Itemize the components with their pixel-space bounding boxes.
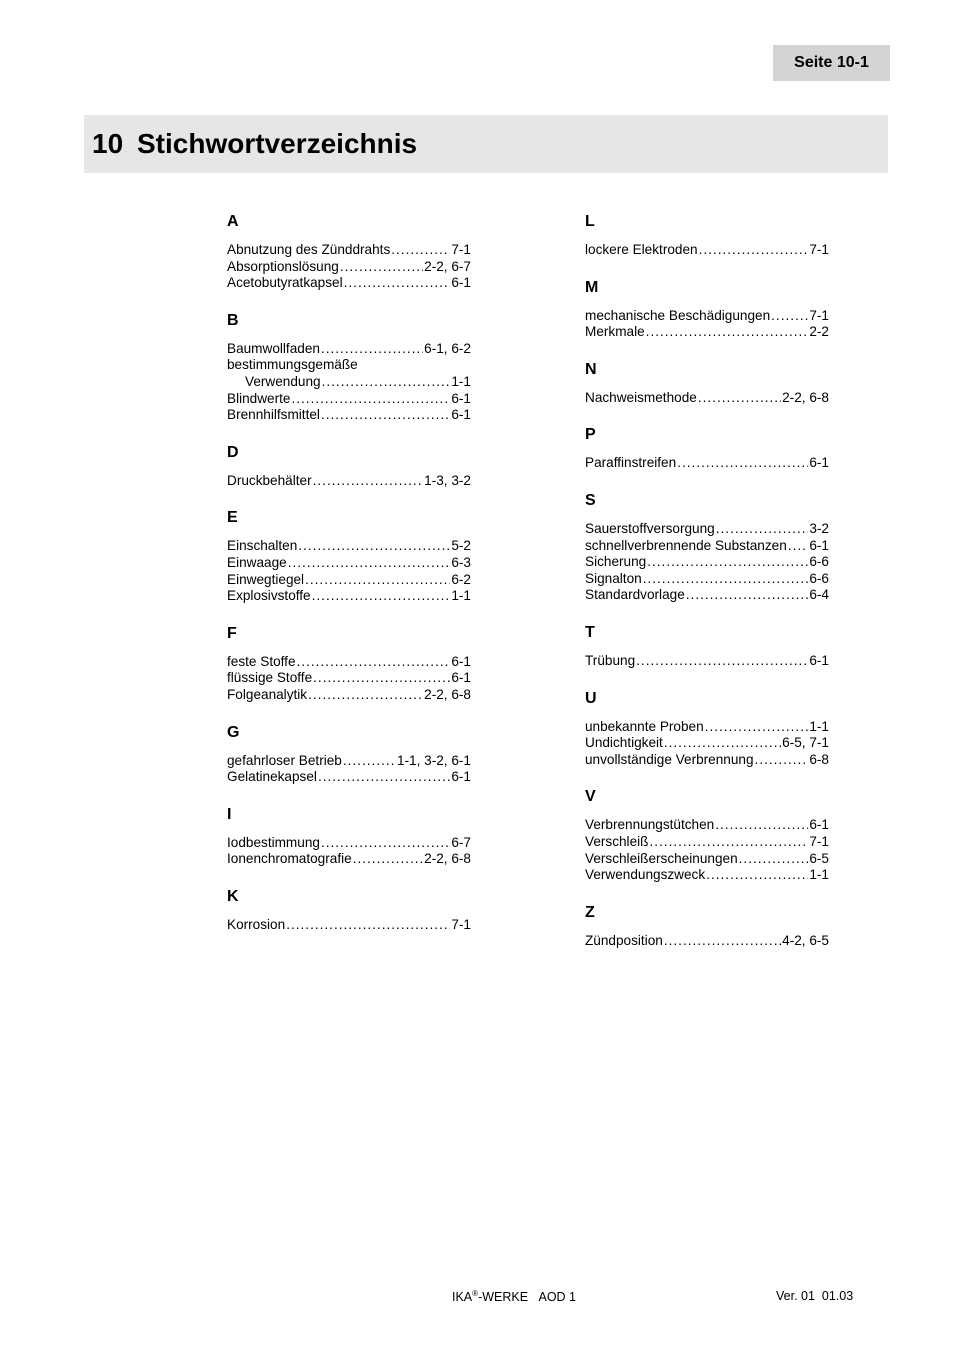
- footer-document-id: [452, 1289, 576, 1304]
- section-letter: B: [227, 311, 239, 329]
- index-term: Verwendung: [245, 373, 321, 389]
- index-entry: [585, 851, 829, 868]
- index-term: Sicherung: [585, 554, 647, 570]
- index-term: Brennhilfsmittel: [227, 407, 320, 423]
- page-reference: 7-1: [809, 242, 829, 257]
- page-reference: 6-1: [451, 275, 471, 291]
- page-reference: 6-1: [809, 652, 829, 668]
- index-term: unbekannte Proben: [585, 718, 704, 734]
- page-reference: 6-3: [451, 554, 471, 570]
- page-reference: 7-1: [451, 242, 471, 257]
- index-section-u: [585, 689, 829, 769]
- dot-leader: [664, 735, 781, 752]
- dot-leader: [343, 753, 396, 770]
- index-term: Verschleißerscheinungen: [585, 850, 738, 866]
- dot-leader: [321, 835, 450, 852]
- index-section-f: [227, 624, 471, 704]
- section-letter: V: [585, 788, 596, 806]
- page-reference: 2-2, 6-8: [782, 389, 829, 405]
- dot-leader: [321, 341, 423, 358]
- page-reference: 7-1: [809, 307, 829, 323]
- page-reference: 6-1, 6-2: [424, 340, 471, 356]
- page-reference: 6-1: [809, 817, 829, 833]
- dot-leader: [318, 769, 450, 786]
- index-section-p: [585, 425, 829, 472]
- dot-leader: [649, 834, 808, 851]
- dot-leader: [699, 242, 809, 259]
- index-section-b: [227, 311, 471, 424]
- page-reference: 6-1: [809, 455, 829, 471]
- page-reference: 6-6: [809, 554, 829, 570]
- page-reference: 2-2: [809, 324, 829, 340]
- dot-leader: [298, 538, 450, 555]
- page-reference: 2-2, 6-7: [424, 258, 471, 274]
- index-section-g: [227, 723, 471, 786]
- footer-document: AOD 1: [538, 1290, 576, 1305]
- page-reference: 6-5: [809, 850, 829, 866]
- index-entry: [585, 521, 829, 538]
- section-letter: E: [227, 509, 238, 527]
- index-term: Druckbehälter: [227, 472, 312, 488]
- footer-version-text: Ver. 01 01.03: [776, 1289, 854, 1303]
- page-reference: 1-1: [451, 373, 471, 389]
- index-term: Gelatinekapsel: [227, 769, 317, 785]
- dot-leader: [716, 521, 809, 538]
- index-term: feste Stoffe: [227, 653, 296, 669]
- page-reference: 1-1: [809, 867, 829, 883]
- index-term: Absorptionslösung: [227, 258, 339, 274]
- page-reference: 2-2, 6-8: [424, 686, 471, 702]
- section-letter: L: [585, 213, 595, 230]
- page-reference: 1-3, 3-2: [424, 472, 471, 488]
- index-entry: [585, 390, 829, 407]
- dot-leader: [771, 308, 808, 325]
- page-reference: 6-8: [809, 751, 829, 767]
- page-number-label: Seite 10-1: [794, 54, 869, 71]
- index-entry: [585, 834, 829, 851]
- index-section-n: [585, 360, 829, 407]
- index-section-z: [585, 903, 829, 950]
- page-reference: 6-4: [809, 587, 829, 603]
- dot-leader: [312, 588, 451, 605]
- section-letter: Z: [585, 903, 595, 921]
- index-term: Ionenchromatografie: [227, 851, 352, 867]
- index-entry: [227, 670, 471, 687]
- index-term: Standardvorlage: [585, 587, 685, 603]
- page-reference: 6-5, 7-1: [782, 735, 829, 751]
- index-entry: [585, 242, 829, 259]
- page-reference: 6-1: [451, 670, 471, 686]
- index-entry: [227, 555, 471, 572]
- page-reference: 3-2: [809, 520, 829, 536]
- index-entry: [585, 571, 829, 588]
- index-entry: [227, 851, 471, 868]
- dot-leader: [739, 851, 809, 868]
- chapter-title: Stichwortverzeichnis: [137, 128, 418, 159]
- index-section-l: [585, 212, 829, 259]
- index-entry: [227, 753, 471, 770]
- section-letter: S: [585, 491, 596, 509]
- index-entry: [227, 391, 471, 408]
- index-entry: [227, 654, 471, 671]
- dot-leader: [313, 473, 424, 490]
- index-entry: [227, 473, 471, 490]
- dot-leader: [297, 654, 451, 671]
- index-term: Trübung: [585, 652, 636, 668]
- index-term: Einwegtiegel: [227, 571, 305, 587]
- dot-leader: [706, 867, 808, 884]
- index-term: Nachweismethode: [585, 389, 697, 405]
- page-reference: 5-2: [451, 538, 471, 554]
- dot-leader: [313, 670, 450, 687]
- index-term: Verschleiß: [585, 833, 649, 849]
- index-term: Abnutzung des Zünddrahts: [227, 242, 391, 257]
- index-entry: [227, 407, 471, 424]
- index-entry: [585, 867, 829, 884]
- index-term: Folgeanalytik: [227, 686, 308, 702]
- dot-leader: [664, 933, 781, 950]
- index-column-right: [585, 212, 829, 968]
- index-term: unvollständige Verbrennung: [585, 751, 754, 767]
- index-term: Sauerstoffversorgung: [585, 520, 715, 536]
- index-entry: [585, 538, 829, 555]
- dot-leader: [646, 324, 809, 341]
- index-section-m: [585, 278, 829, 341]
- section-letter: T: [585, 623, 595, 641]
- page-reference: 2-2, 6-8: [424, 851, 471, 867]
- index-term: Blindwerte: [227, 390, 291, 406]
- page-reference: 1-1: [809, 718, 829, 734]
- index-term: Iodbestimmung: [227, 834, 320, 850]
- index-section-s: [585, 491, 829, 604]
- index-column-left: [227, 212, 471, 952]
- section-letter: A: [227, 213, 239, 230]
- section-letter: F: [227, 624, 237, 642]
- index-term: schnellverbrennende Substanzen: [585, 537, 787, 553]
- index-entry: [227, 374, 471, 391]
- index-term: Undichtigkeit: [585, 735, 663, 751]
- index-entry: [585, 324, 829, 341]
- index-term: mechanische Beschädigungen: [585, 307, 771, 323]
- index-entry: [585, 735, 829, 752]
- dot-leader: [636, 653, 808, 670]
- footer-version: [776, 1289, 853, 1303]
- page-reference: 6-1: [451, 653, 471, 669]
- dot-leader: [698, 390, 781, 407]
- index-section-t: [585, 623, 829, 670]
- index-section-k: [227, 887, 471, 934]
- registered-mark: ®: [472, 1289, 479, 1298]
- index-entry: [585, 308, 829, 325]
- index-section-v: [585, 787, 829, 883]
- page-reference: 7-1: [809, 833, 829, 849]
- page-reference: 6-1: [451, 390, 471, 406]
- index-entry: [227, 242, 471, 259]
- page-reference: 4-2, 6-5: [782, 932, 829, 948]
- index-entry: [227, 769, 471, 786]
- index-term: bestimmungsgemäße: [227, 357, 358, 373]
- dot-leader: [308, 687, 423, 704]
- index-entry: [227, 687, 471, 704]
- section-letter: P: [585, 426, 596, 444]
- index-term: Verbrennungstütchen: [585, 817, 715, 833]
- index-entry: [227, 572, 471, 589]
- dot-leader: [321, 407, 450, 424]
- index-entry: [227, 341, 471, 358]
- dot-leader: [643, 571, 809, 588]
- page-reference: 1-1, 3-2, 6-1: [396, 752, 471, 768]
- section-letter: D: [227, 443, 239, 461]
- page-reference: 6-1: [809, 537, 829, 553]
- index-term: Einwaage: [227, 554, 287, 570]
- page-reference: 7-1: [451, 916, 471, 932]
- section-letter: K: [227, 887, 239, 905]
- dot-leader: [291, 391, 450, 408]
- page-reference: 6-6: [809, 570, 829, 586]
- index-entry: [227, 275, 471, 292]
- index-entry: [585, 817, 829, 834]
- index-term: Zündposition: [585, 932, 663, 948]
- index-entry: [227, 588, 471, 605]
- dot-leader: [344, 275, 451, 292]
- index-entry: [585, 587, 829, 604]
- page-reference: 6-7: [451, 834, 471, 850]
- index-entry: [585, 653, 829, 670]
- index-term: Explosivstoffe: [227, 588, 311, 604]
- index-term: lockere Elektroden: [585, 242, 698, 257]
- index-term: Verwendungszweck: [585, 867, 706, 883]
- dot-leader: [677, 455, 808, 472]
- index-entry: [227, 835, 471, 852]
- section-letter: M: [585, 278, 599, 296]
- index-term: Acetobutyratkapsel: [227, 275, 343, 291]
- index-entry: [585, 933, 829, 950]
- dot-leader: [322, 374, 451, 391]
- index-term: Merkmale: [585, 324, 645, 340]
- dot-leader: [353, 851, 423, 868]
- index-entry: [227, 259, 471, 276]
- dot-leader: [705, 719, 809, 736]
- page-number-badge: [773, 45, 890, 81]
- index-term: Signalton: [585, 570, 642, 586]
- dot-leader: [288, 555, 451, 572]
- section-letter: I: [227, 805, 232, 823]
- index-entry: [227, 538, 471, 555]
- dot-leader: [286, 917, 450, 934]
- chapter-title-bar: [84, 115, 888, 173]
- dot-leader: [391, 242, 450, 259]
- index-entry: [227, 357, 471, 374]
- section-letter: N: [585, 360, 597, 378]
- dot-leader: [755, 752, 809, 769]
- index-entry: [585, 455, 829, 472]
- footer-brand: IKA: [452, 1290, 473, 1305]
- index-term: gefahrloser Betrieb: [227, 752, 342, 768]
- dot-leader: [715, 817, 808, 834]
- page-reference: 6-1: [451, 769, 471, 785]
- page-reference: 1-1: [451, 588, 471, 604]
- index-entry: [585, 554, 829, 571]
- dot-leader: [305, 572, 450, 589]
- index-section-e: [227, 508, 471, 604]
- index-term: Korrosion: [227, 916, 286, 932]
- dot-leader: [686, 587, 809, 604]
- section-letter: U: [585, 689, 597, 707]
- dot-leader: [788, 538, 809, 555]
- page-reference: 6-1: [451, 407, 471, 423]
- section-letter: G: [227, 723, 240, 741]
- dot-leader: [647, 554, 808, 571]
- index-section-d: [227, 443, 471, 490]
- index-term: Einschalten: [227, 538, 298, 554]
- dot-leader: [340, 259, 423, 276]
- index-entry: [585, 752, 829, 769]
- index-entry: [227, 917, 471, 934]
- index-section-a: [227, 212, 471, 292]
- index-section-i: [227, 805, 471, 868]
- index-term: Baumwollfaden: [227, 340, 320, 356]
- index-term: Paraffinstreifen: [585, 455, 677, 471]
- index-term: flüssige Stoffe: [227, 670, 313, 686]
- page-reference: 6-2: [451, 571, 471, 587]
- index-entry: [585, 719, 829, 736]
- footer-brand-suffix: -WERKE: [478, 1290, 529, 1305]
- chapter-number: 10: [92, 128, 124, 159]
